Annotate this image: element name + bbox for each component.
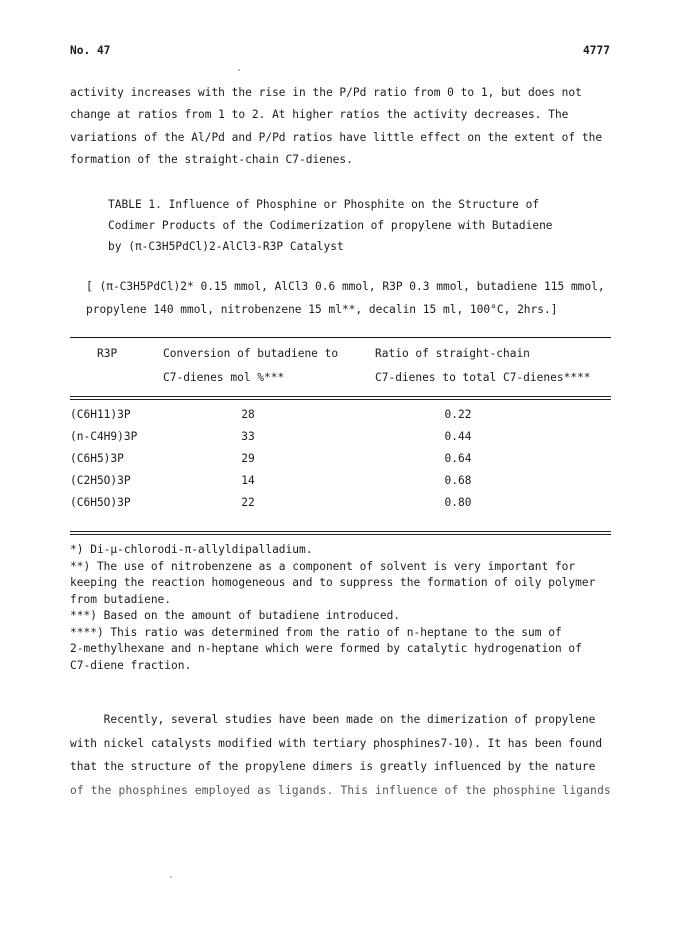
caption-line: TABLE 1. Influence of Phosphine or Phosphite on the Structure of (108, 198, 540, 211)
table-row-ligand: (C2H5O)3P (70, 474, 131, 487)
caption-line: by (π-C3H5PdCl)2-AlCl3-R3P Catalyst (108, 240, 344, 253)
table-header-rule-2 (70, 399, 611, 400)
header-ligand: R3P (97, 347, 118, 360)
header-ratio: Ratio of straight-chain (375, 347, 530, 360)
table-header-rule (70, 396, 611, 397)
table-row-conversion: 33 (241, 430, 255, 443)
body-line: with nickel catalysts modified with tertiary phosphines7-10). It has been found (70, 736, 603, 750)
table-bottom-rule-2 (70, 534, 611, 535)
footnote-line: from butadiene. (70, 592, 172, 606)
header-conversion: Conversion of butadiene to (163, 347, 339, 360)
table-row-ligand: (C6H11)3P (70, 408, 131, 421)
header-conversion-2: C7-dienes mol %*** (163, 371, 285, 384)
conditions-line: [ (π-C3H5PdCl)2* 0.15 mmol, AlCl3 0.6 mmol, R3P 0.3 mmol, butadiene 115 mmol, (86, 280, 605, 293)
table-row-ligand: (C6H5O)3P (70, 496, 131, 509)
footnote-line: ****) This ratio was determined from the ratio of n-heptane to the sum of (70, 625, 562, 639)
footnotes (70, 542, 630, 674)
footnote-line: *) Di-μ-chlorodi-π-allyldipalladium. (70, 543, 313, 556)
intro-line: variations of the Al/Pd and P/Pd ratios have little effect on the extent of the (70, 130, 603, 144)
footnote-line: keeping the reaction homogeneous and to suppress the formation of oily polymer (70, 576, 596, 589)
intro-line: formation of the straight-chain C7-dienes. (70, 152, 353, 166)
scan-speck (238, 69, 240, 71)
table-row-ratio: 0.22 (444, 408, 472, 421)
caption-line: Codimer Products of the Codimerization of propylene with Butadiene (108, 219, 553, 232)
body-line: Recently, several studies have been made on the dimerization of propylene (70, 713, 596, 726)
body-paragraph (70, 708, 611, 802)
table-row-ratio: 0.44 (444, 430, 472, 443)
footnote-line: 2-methylhexane and n-heptane which were formed by catalytic hydrogenation of (70, 642, 582, 655)
table-row-ligand: (C6H5)3P (70, 452, 124, 465)
footnote-line: **) The use of nitrobenzene as a component of solvent is very important for (70, 559, 576, 573)
table-row-ratio: 0.80 (444, 496, 472, 509)
intro-line: change at ratios from 1 to 2. At higher ratios the activity decreases. The (70, 108, 569, 122)
table-bottom-rule (70, 531, 611, 532)
table-row-ratio: 0.64 (444, 452, 472, 465)
intro-paragraph (70, 82, 602, 171)
body-line: of the phosphines employed as ligands. This influence of the phosphine ligands (70, 783, 611, 797)
intro-line: activity increases with the rise in the P/Pd ratio from 0 to 1, but does not (70, 86, 582, 99)
body-line: that the structure of the propylene dimers is greatly influenced by the nature (70, 760, 596, 773)
table-row-conversion: 22 (241, 496, 255, 509)
reaction-conditions (86, 275, 605, 321)
journal-issue: No. 47 (70, 44, 111, 57)
table-row-conversion: 29 (241, 452, 255, 465)
scan-speck (170, 876, 172, 878)
header-ratio-2: C7-dienes to total C7-dienes**** (375, 371, 591, 384)
conditions-line: propylene 140 mmol, nitrobenzene 15 ml**, decalin 15 ml, 100°C, 2hrs.] (86, 303, 558, 316)
footnote-line: C7-diene fraction. (70, 658, 192, 672)
footnote-line: ***) Based on the amount of butadiene introduced. (70, 609, 401, 622)
table-caption (108, 194, 553, 257)
table-row-ligand: (n-C4H9)3P (70, 430, 138, 443)
table-top-rule (70, 337, 611, 338)
table-row-conversion: 28 (241, 408, 255, 421)
page-number: 4777 (583, 44, 610, 57)
table-row-ratio: 0.68 (444, 474, 472, 487)
table-row-conversion: 14 (241, 474, 255, 487)
